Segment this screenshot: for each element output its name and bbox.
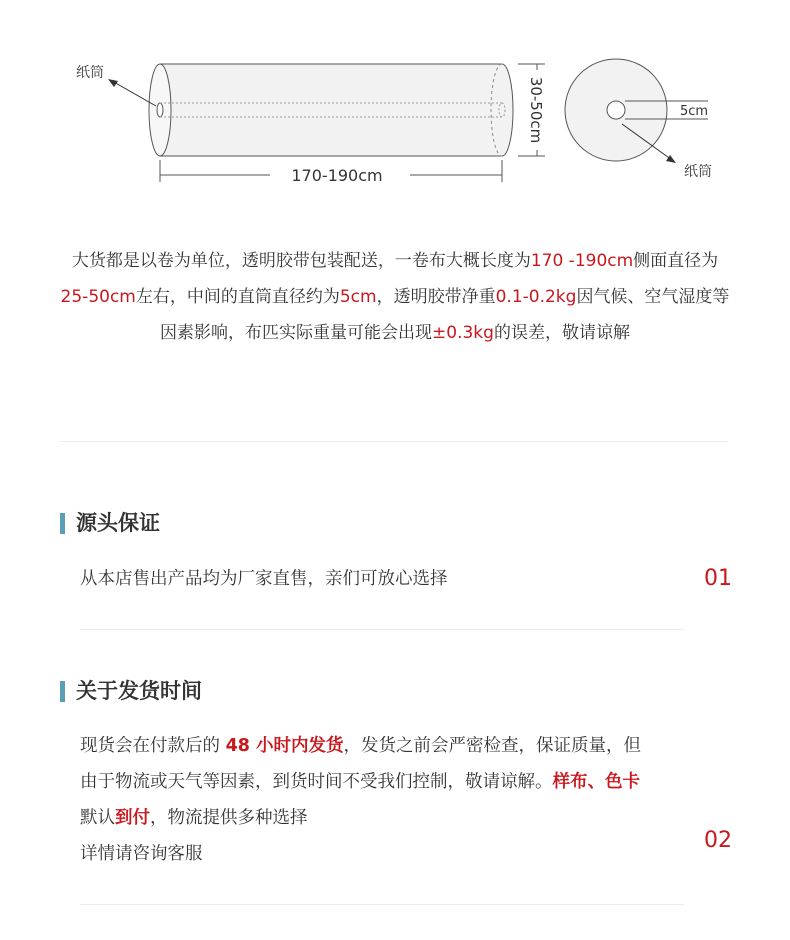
fabric-roll-diagram bbox=[0, 0, 790, 200]
core-label: 5cm bbox=[680, 104, 709, 119]
tube-label-left-text: 纸筒 bbox=[76, 65, 104, 81]
diameter-label: 30-50cm bbox=[527, 76, 545, 144]
title-accent-bar bbox=[60, 513, 65, 534]
shipping-text: ，发货之前会严密检查，保证质量，但 bbox=[343, 736, 642, 756]
shipping-text: 默认 bbox=[80, 808, 115, 828]
shipping-highlight: 样布、色卡 bbox=[552, 772, 640, 792]
section-divider bbox=[80, 904, 684, 905]
desc-highlight: 5cm bbox=[339, 287, 377, 307]
desc-highlight: 170 -190cm bbox=[530, 251, 634, 271]
section-title-source bbox=[60, 510, 160, 536]
section-number: 02 bbox=[704, 828, 732, 853]
desc-text: ，透明胶带净重 bbox=[376, 287, 496, 307]
desc-text: 因气候、空气湿度等因素影响，布匹实际重量可能会出现 bbox=[160, 287, 730, 343]
desc-text: 大货都是以卷为单位，透明胶带包装配送，一卷布大概长度为 bbox=[71, 251, 531, 271]
desc-highlight: 0.1-0.2kg bbox=[495, 287, 577, 307]
length-dimension bbox=[160, 160, 502, 185]
desc-highlight: ±0.3kg bbox=[432, 323, 494, 343]
roll-side-view bbox=[149, 64, 513, 156]
shipping-line bbox=[80, 728, 700, 764]
tube-label-right-text: 纸筒 bbox=[684, 164, 712, 180]
shipping-line bbox=[80, 800, 700, 836]
section-text: 从本店售出产品均为厂家直售，亲们可放心选择 bbox=[80, 569, 448, 589]
section-body-source bbox=[80, 561, 700, 597]
shipping-text: 现货会在付款后的 bbox=[80, 736, 226, 756]
shipping-text: ，物流提供多种选择 bbox=[150, 808, 308, 828]
section-number: 01 bbox=[704, 566, 732, 591]
shipping-line bbox=[80, 764, 700, 800]
desc-text: 左右，中间的直筒直径约为 bbox=[135, 287, 340, 307]
section-body-shipping bbox=[80, 728, 700, 872]
section-divider bbox=[80, 629, 684, 630]
shipping-highlight: 到付 bbox=[115, 808, 150, 828]
title-accent-bar bbox=[60, 681, 65, 702]
diameter-dimension bbox=[518, 64, 545, 156]
section-divider bbox=[60, 441, 728, 442]
roll-end-view bbox=[565, 59, 712, 180]
section-title-text: 关于发货时间 bbox=[76, 679, 202, 703]
shipping-text: 由于物流或天气等因素，到货时间不受我们控制，敬请谅解。 bbox=[80, 772, 553, 792]
shipping-line bbox=[80, 836, 700, 872]
shipping-highlight: 48 小时内发货 bbox=[225, 736, 344, 756]
tube-label-left bbox=[76, 65, 156, 106]
desc-text: 侧面直径为 bbox=[633, 251, 719, 271]
section-title-shipping bbox=[60, 678, 202, 704]
desc-text: 的误差，敬请谅解 bbox=[493, 323, 630, 343]
shipping-text: 详情请咨询客服 bbox=[80, 844, 203, 864]
length-label: 170-190cm bbox=[291, 166, 383, 185]
desc-highlight: 25-50cm bbox=[60, 287, 136, 307]
section-title-text: 源头保证 bbox=[76, 511, 160, 535]
roll-description bbox=[60, 243, 730, 351]
